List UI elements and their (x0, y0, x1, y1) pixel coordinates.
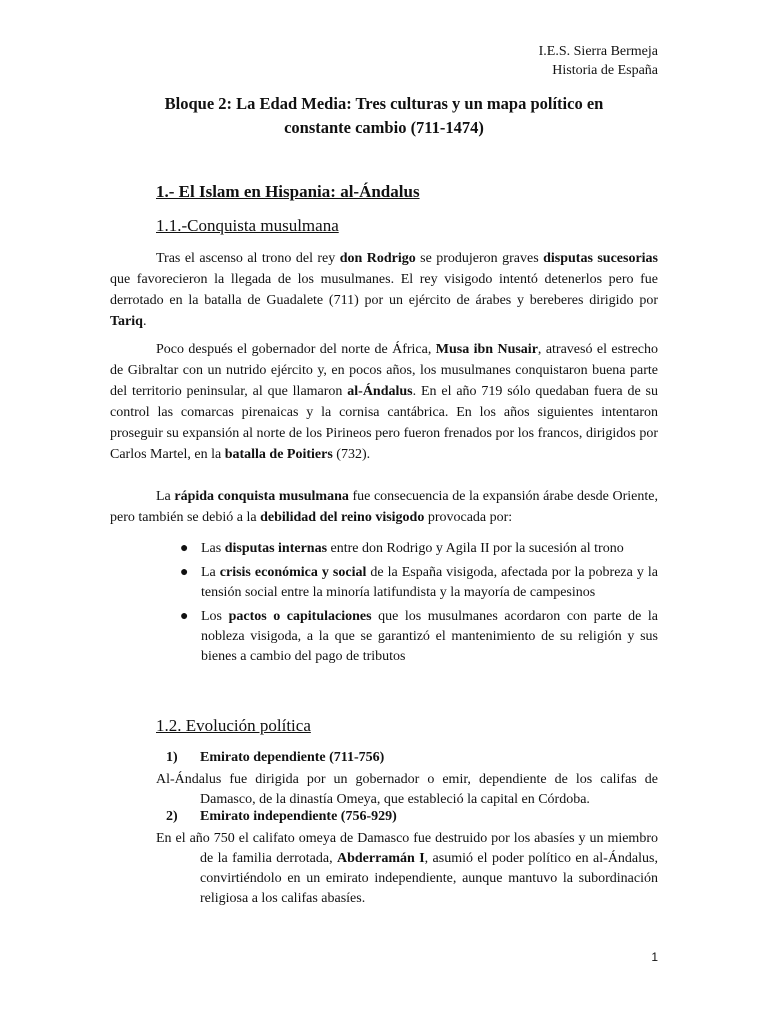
item-number: 1) (166, 750, 178, 765)
numbered-heading-2 (166, 809, 397, 825)
bold-text: pactos o capitulaciones (228, 609, 372, 624)
item-title: Emirato independiente (756-929) (200, 809, 397, 824)
item-1-text: Al-Ándalus fue dirigida por un gobernador o emir, dependiente de los califas de Damasco, de la dinastía Omeya, que estableció la capital en Córdoba. (156, 772, 658, 807)
list-item (110, 563, 658, 603)
bold-text: crisis económica y social (219, 565, 367, 580)
document-title: Bloque 2: La Edad Media: Tres culturas y un mapa político en constante cambio (711-1474) (164, 94, 604, 137)
section-heading-1-2: 1.2. Evolución política (156, 716, 311, 735)
bullet-list (110, 539, 658, 671)
bold-text: Abderramán I (337, 851, 425, 866)
bold-text: disputas internas (224, 541, 328, 556)
paragraph-2: Poco después el gobernador del norte de África, Musa ibn Nusair, atravesó el estrecho de Gibraltar con un nutrido ejército y, en pocos años, los musulmanes conquistaron buena parte del territorio peninsular, al que llamaron al-Ándalus. En el año 719 sólo quedaban fuera de su control las comarcas pirenaicas y la cornisa cantábrica. En los años siguientes intentaron proseguir su expansión al norte de los Pirineos pero fueron frenados por los francos, dirigidos por Carlos Martel, en la batalla de Poitiers (732). (110, 342, 659, 462)
list-item-text: Las disputas internas entre don Rodrigo y Agila II por la sucesión al trono (201, 541, 624, 556)
paragraph-1: Tras el ascenso al trono del rey don Rodrigo se produjeron graves disputas sucesorias que favorecieron la llegada de los musulmanes. El rey visigodo intentó detenerlos pero fue derrotado en la batalla de Guadalete (711) por un ejército de árabes y bereberes dirigido por Tariq. (110, 251, 658, 329)
item-2-text: En el año 750 el califato omeya de Damasco fue destruido por los abasíes y un miembro de la familia derrotada, Abderramán I, asumió el poder político en al-Ándalus, convirtiéndolo en un emirato independiente, aunque mantuvo la subordinación religiosa a los califas abasíes. (156, 831, 658, 906)
section-heading-1-1: 1.1.-Conquista musulmana (156, 216, 339, 235)
paragraph-3: La rápida conquista musulmana fue consecuencia de la expansión árabe desde Oriente, pero también se debió a la debilidad del reino visigodo provocada por: (110, 489, 658, 525)
item-number: 2) (166, 809, 178, 824)
bold-text: Musa ibn Nusair (435, 342, 538, 357)
bold-text: Tariq (110, 314, 143, 329)
subject-name: Historia de España (552, 63, 658, 78)
bullet-icon: ● (180, 609, 189, 624)
bold-text: al-Ándalus (347, 384, 413, 399)
list-item-text: La crisis económica y social de la España visigoda, afectada por la pobreza y la tensión social entre la minoría latifundista y la mayoría de campesinos (201, 565, 658, 600)
bullet-icon: ● (180, 565, 189, 580)
bold-text: debilidad del reino visigodo (260, 510, 425, 525)
bold-text: disputas sucesorias (543, 251, 658, 266)
bold-text: rápida conquista musulmana (174, 489, 349, 504)
school-name: I.E.S. Sierra Bermeja (538, 44, 658, 59)
page-header (539, 42, 658, 80)
page-number: 1 (651, 950, 658, 964)
section-heading-1: 1.- El Islam en Hispania: al-Ándalus (156, 182, 420, 201)
bullet-icon: ● (180, 541, 189, 556)
list-item-text: Los pactos o capitulaciones que los musulmanes acordaron con parte de la nobleza visigoda, a la que se garantizó el mantenimiento de su religión y sus bienes a cambio del pago de tributos (201, 609, 659, 664)
item-title: Emirato dependiente (711-756) (200, 750, 385, 765)
numbered-heading-1 (166, 750, 384, 766)
bold-text: don Rodrigo (339, 251, 416, 266)
list-item (110, 607, 658, 667)
bold-text: batalla de Poitiers (224, 447, 333, 462)
list-item (110, 539, 658, 559)
